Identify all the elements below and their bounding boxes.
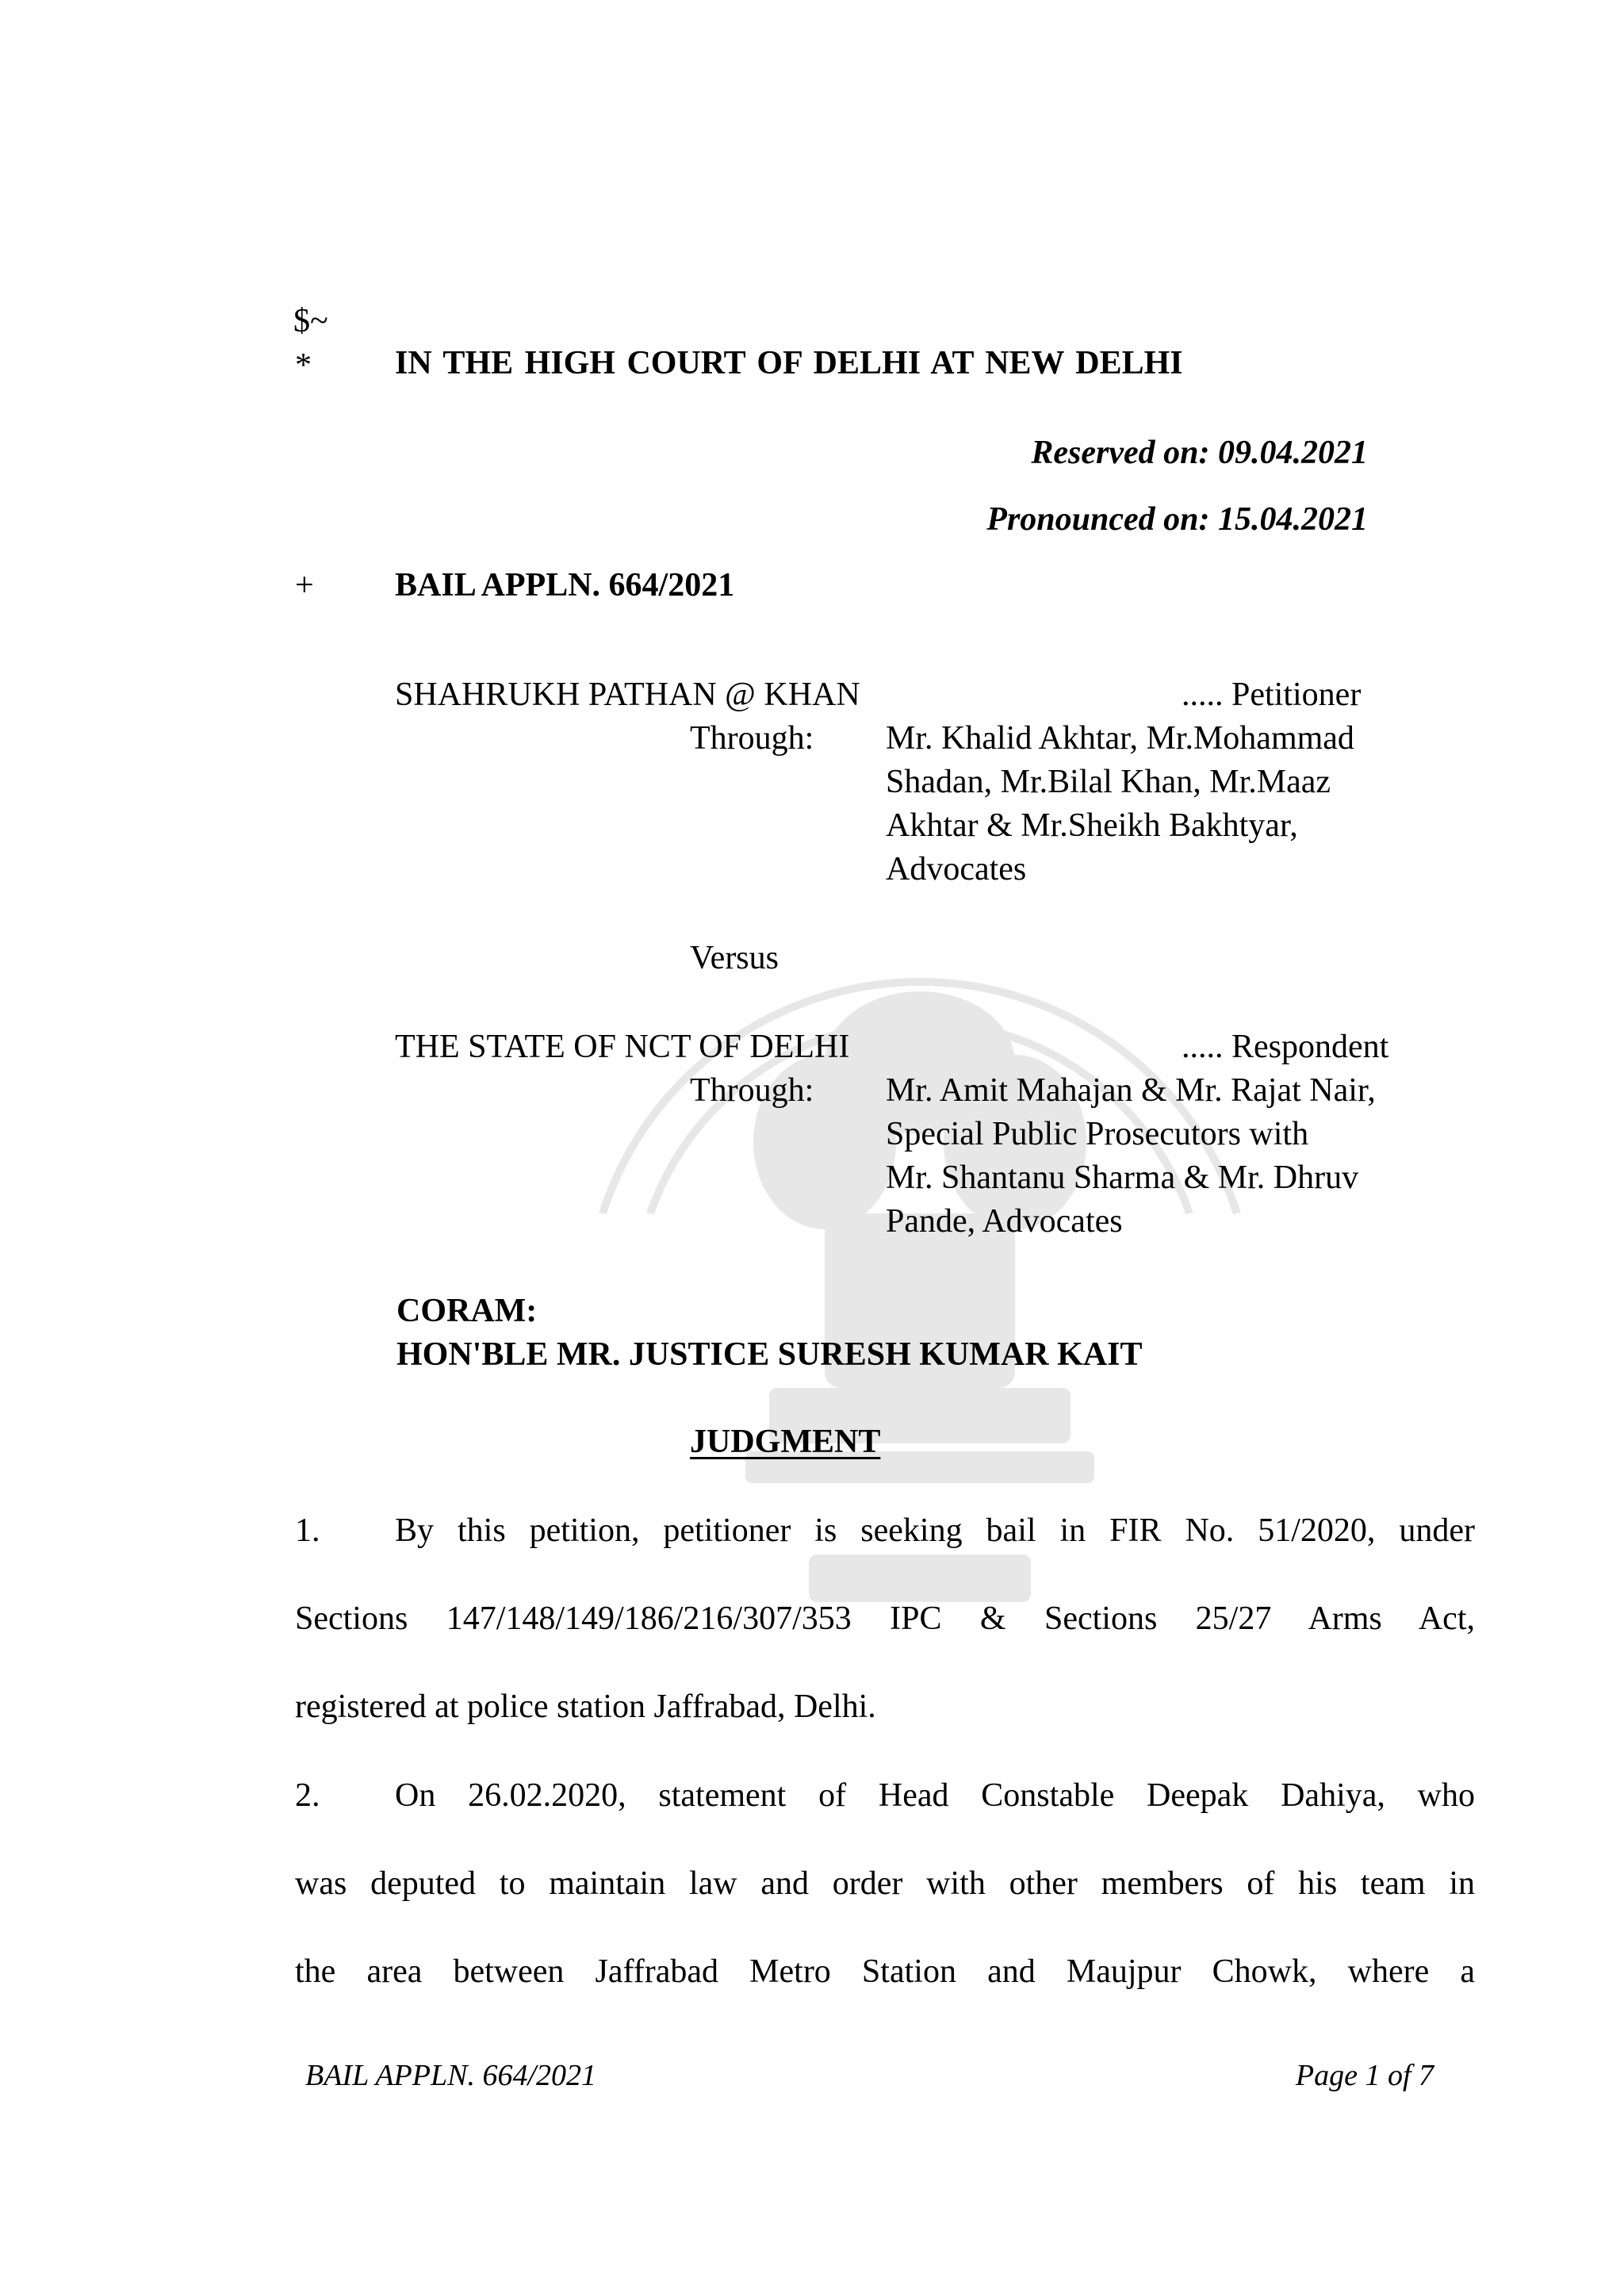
petitioner-counsel-line: Akhtar & Mr.Sheikh Bakhtyar, xyxy=(886,807,1298,844)
paragraph-number: 2. xyxy=(295,1777,320,1814)
reserved-on: Reserved on: 09.04.2021 xyxy=(1031,435,1368,471)
dollar-mark: $~ xyxy=(293,303,328,339)
pronounced-on: Pronounced on: 15.04.2021 xyxy=(986,501,1368,538)
paragraph-line: registered at police station Jaffrabad, Delhi. xyxy=(295,1688,876,1725)
versus-label: Versus xyxy=(690,940,779,976)
respondent-role: ..... Respondent xyxy=(1182,1029,1389,1065)
paragraph-line: the area between Jaffrabad Metro Station and Maujpur Chowk, where a xyxy=(295,1953,1475,1990)
respondent-counsel-line: Mr. Shantanu Sharma & Mr. Dhruv xyxy=(886,1159,1359,1196)
respondent-counsel-line: Special Public Prosecutors with xyxy=(886,1116,1309,1152)
case-number: BAIL APPLN. 664/2021 xyxy=(395,567,735,604)
petitioner-name: SHAHRUKH PATHAN @ KHAN xyxy=(395,677,860,713)
court-emblem-watermark xyxy=(508,801,1332,1721)
respondent-name: THE STATE OF NCT OF DELHI xyxy=(395,1029,850,1065)
court-title: IN THE HIGH COURT OF DELHI AT NEW DELHI xyxy=(395,345,1183,381)
paragraph-line: Sections 147/148/149/186/216/307/353 IPC & Sections 25/27 Arms Act, xyxy=(295,1600,1475,1637)
petitioner-counsel-line: Shadan, Mr.Bilal Khan, Mr.Maaz xyxy=(886,764,1331,800)
petitioner-through-label: Through: xyxy=(690,720,814,757)
respondent-counsel-line: Mr. Amit Mahajan & Mr. Rajat Nair, xyxy=(886,1072,1376,1109)
judgment-heading: JUDGMENT xyxy=(690,1424,881,1460)
respondent-through-label: Through: xyxy=(690,1072,814,1109)
respondent-counsel-line: Pande, Advocates xyxy=(886,1203,1123,1240)
paragraph-line: By this petition, petitioner is seeking bail in FIR No. 51/2020, under xyxy=(395,1512,1475,1549)
coram-label: CORAM: xyxy=(396,1293,538,1329)
paragraph-number: 1. xyxy=(295,1512,320,1549)
plus-mark: + xyxy=(295,567,314,604)
paragraph-line: On 26.02.2020, statement of Head Constable Deepak Dahiya, who xyxy=(395,1777,1475,1814)
judge-name: HON'BLE MR. JUSTICE SURESH KUMAR KAIT xyxy=(396,1336,1143,1373)
petitioner-role: ..... Petitioner xyxy=(1182,677,1362,713)
footer-case-reference: BAIL APPLN. 664/2021 xyxy=(305,2059,597,2092)
petitioner-counsel-line: Mr. Khalid Akhtar, Mr.Mohammad xyxy=(886,720,1354,757)
paragraph-line: was deputed to maintain law and order with other members of his team in xyxy=(295,1865,1475,1902)
star-mark: * xyxy=(295,347,312,384)
footer-page-number: Page 1 of 7 xyxy=(1295,2059,1434,2092)
petitioner-counsel-line: Advocates xyxy=(886,851,1027,887)
